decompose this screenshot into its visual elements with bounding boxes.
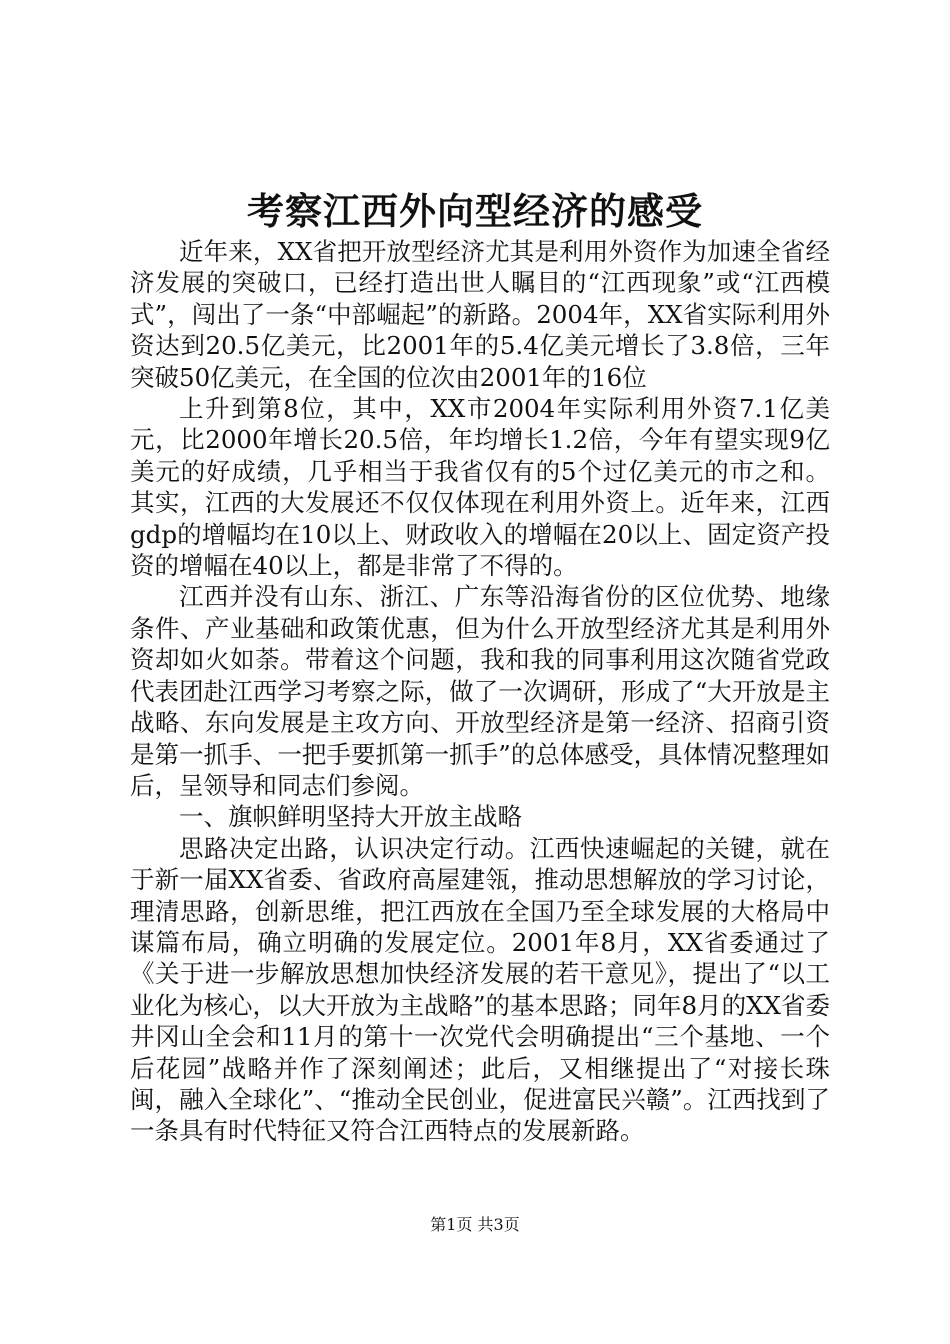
section-paragraph-1: 思路决定出路，认识决定行动。江西快速崛起的关键，就在于新一届XX省委、省政府高屋建瓴，推动思想解放的学习讨论，理清思路，创新思维，把江西放在全国乃至全球发展的大格局中谋篇布局，确立明确的发展定位。2001年8月，XX省委通过了《关于进一步解放思想加快经济发展的若干意见》，提出了“以工业化为核心，以大开放为主战略”的基本思路；同年8月的XX省委井冈山全会和11月的第十一次党代会明确提出“三个基地、一个后花园”战略并作了深刻阐述；此后，又相继提出了“对接长珠闽，融入全球化”、“推动全民创业，促进富民兴赣”。江西找到了一条具有时代特征又符合江西特点的发展新路。 — [130, 833, 830, 1146]
document-body — [130, 236, 830, 1147]
paragraph-3: 江西并没有山东、浙江、广东等沿海省份的区位优势、地缘条件、产业基础和政策优惠，但为什么开放型经济尤其是利用外资却如火如荼。带着这个问题，我和我的同事利用这次随省党政代表团赴江西学习考察之际，做了一次调研，形成了“大开放是主战略、东向发展是主攻方向、开放型经济是第一经济、招商引资是第一抓手、一把手要抓第一抓手”的总体感受，具体情况整理如后，呈领导和同志们参阅。 — [130, 582, 830, 800]
paragraph-2: 上升到第8位，其中，XX市2004年实际利用外资7.1亿美元，比2000年增长20.5倍，年均增长1.2倍，今年有望实现9亿美元的好成绩，几乎相当于我省仅有的5个过亿美元的市之和。其实，江西的大发展还不仅仅体现在利用外资上。近年来，江西gdp的增幅均在10以上、财政收入的增幅在20以上、固定资产投资的增幅在40以上，都是非常了不得的。 — [130, 394, 830, 581]
paragraph-1: 近年来，XX省把开放型经济尤其是利用外资作为加速全省经济发展的突破口，已经打造出世人瞩目的“江西现象”或“江西模式”，闯出了一条“中部崛起”的新路。2004年，XX省实际利用外资达到20.5亿美元，比2001年的5.4亿美元增长了3.8倍，三年突破50亿美元，在全国的位次由2001年的16位 — [130, 237, 830, 392]
page-number-footer: 第1页 共3页 — [430, 1215, 520, 1234]
document-title: 考察江西外向型经济的感受 — [247, 189, 703, 233]
section-heading-1: 一、旗帜鲜明坚持大开放主战略 — [179, 802, 522, 832]
